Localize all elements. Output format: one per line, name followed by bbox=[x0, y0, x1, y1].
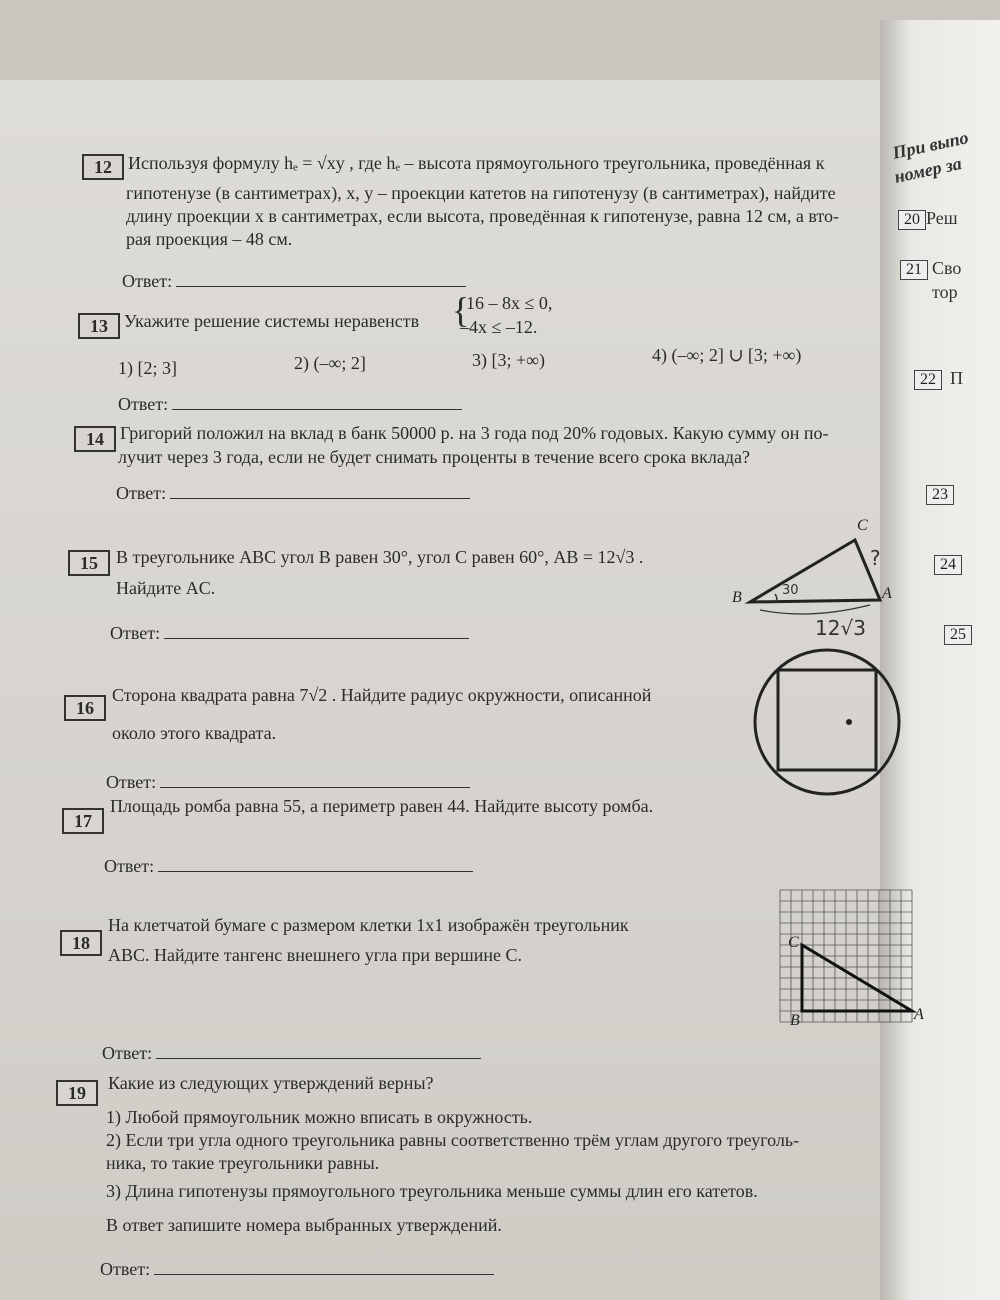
adjacent-text-21: Сво bbox=[932, 258, 962, 278]
answer-label: Ответ: bbox=[106, 772, 157, 792]
adjacent-text-22: П bbox=[950, 368, 963, 388]
task-number-14: 14 bbox=[74, 426, 116, 452]
answer-19[interactable] bbox=[100, 1258, 494, 1280]
answer-label: Ответ: bbox=[100, 1259, 151, 1279]
circle-square-figure bbox=[770, 650, 890, 800]
answer-label: Ответ: bbox=[110, 623, 161, 643]
inscribed-square bbox=[778, 670, 876, 770]
answer-18[interactable] bbox=[102, 1042, 481, 1064]
ab-note: 12√3 bbox=[815, 616, 866, 640]
task-number-15: 15 bbox=[68, 550, 110, 576]
task-12-line-1: Используя формулу hₑ = √xy , где hₑ – высота прямоугольного треугольника, проведённая к bbox=[128, 153, 825, 173]
ab-brace bbox=[760, 605, 870, 614]
triangle-figure bbox=[720, 510, 900, 640]
statement-2b: ника, то такие треугольники равны. bbox=[106, 1153, 380, 1173]
question-note: ? bbox=[870, 546, 881, 570]
inequality-2: –4x ≤ –12. bbox=[460, 317, 538, 337]
task-12-line-4: рая проекция – 48 см. bbox=[126, 229, 293, 249]
answer-16[interactable] bbox=[106, 771, 470, 793]
task-number-18: 18 bbox=[60, 930, 102, 956]
option-3: 3) [3; +∞) bbox=[472, 350, 545, 370]
adjacent-num-23: 23 bbox=[926, 485, 954, 505]
answer-line[interactable] bbox=[154, 1258, 494, 1275]
option-2: 2) (–∞; 2] bbox=[294, 353, 366, 373]
statement-2a: 2) Если три угла одного треугольника равны соответственно трём углам другого треуголь- bbox=[106, 1130, 800, 1150]
answer-line[interactable] bbox=[156, 1042, 481, 1059]
task-15-line-2: Найдите AC. bbox=[116, 578, 216, 598]
vertex-a-label: A bbox=[882, 585, 892, 602]
adjacent-header-2: номер за bbox=[892, 153, 964, 187]
task-15-line-1: В треугольнике ABC угол B равен 30°, угол C равен 60°, AB = 12√3 . bbox=[116, 547, 644, 567]
statement-1: 1) Любой прямоугольник можно вписать в окружность. bbox=[106, 1107, 533, 1127]
task-number-17: 17 bbox=[62, 808, 104, 834]
answer-label: Ответ: bbox=[118, 394, 169, 414]
adjacent-header-1: При выпо bbox=[890, 127, 971, 163]
statement-3: 3) Длина гипотенузы прямоугольного треугольника меньше суммы длин его катетов. bbox=[106, 1181, 758, 1201]
vertex-a-label: A bbox=[914, 1006, 924, 1023]
task-number-16: 16 bbox=[64, 695, 106, 721]
answer-label: Ответ: bbox=[102, 1043, 153, 1063]
answer-line[interactable] bbox=[176, 270, 466, 287]
task-14-line-2: лучит через 3 года, если не будет снимать проценты в течение всего срока вклада? bbox=[118, 447, 750, 467]
answer-17[interactable] bbox=[104, 855, 473, 877]
answer-label: Ответ: bbox=[104, 856, 155, 876]
answer-line[interactable] bbox=[158, 855, 473, 872]
option-4: 4) (–∞; 2] ∪ [3; +∞) bbox=[652, 345, 802, 365]
brace-icon: { bbox=[452, 290, 470, 330]
adjacent-num-22: 22 bbox=[914, 370, 942, 390]
answer-line[interactable] bbox=[164, 622, 469, 639]
adjacent-num-24: 24 bbox=[934, 555, 962, 575]
task-16-line-1: Сторона квадрата равна 7√2 . Найдите радиус окружности, описанной bbox=[112, 685, 652, 705]
answer-line[interactable] bbox=[170, 482, 470, 499]
task-19-line-1: Какие из следующих утверждений верны? bbox=[108, 1073, 434, 1093]
vertex-c-label: C bbox=[788, 934, 799, 951]
task-12-line-2: гипотенузе (в сантиметрах), x, y – проекции катетов на гипотенузу (в сантиметрах), найдите bbox=[126, 183, 836, 203]
task-18-line-2: ABC. Найдите тангенс внешнего угла при вершине C. bbox=[108, 945, 522, 965]
answer-label: Ответ: bbox=[122, 271, 173, 291]
task-number-13: 13 bbox=[78, 313, 120, 339]
adjacent-text-21b: тор bbox=[932, 282, 958, 302]
answer-14[interactable] bbox=[116, 482, 470, 504]
adjacent-page bbox=[880, 20, 1000, 1300]
answer-15[interactable] bbox=[110, 622, 469, 644]
adjacent-num-20: 20 bbox=[898, 210, 926, 230]
task-16-line-2: около этого квадрата. bbox=[112, 723, 277, 743]
adjacent-num-21: 21 bbox=[900, 260, 928, 280]
task-19-footer: В ответ запишите номера выбранных утверждений. bbox=[106, 1215, 502, 1235]
answer-13[interactable] bbox=[118, 393, 462, 415]
center-point bbox=[846, 719, 852, 725]
task-12-line-3: длину проекции x в сантиметрах, если высота, проведённая к гипотенузе, равна 12 см, а вто- bbox=[126, 206, 839, 226]
vertex-c-label: C bbox=[857, 517, 868, 534]
answer-line[interactable] bbox=[172, 393, 462, 410]
answer-line[interactable] bbox=[160, 771, 470, 788]
adjacent-text-20: Реш bbox=[926, 208, 958, 228]
angle-b-note: 30 bbox=[782, 583, 799, 598]
grid-triangle-figure bbox=[780, 890, 924, 1030]
answer-12[interactable] bbox=[122, 270, 466, 292]
task-18-line-1: На клетчатой бумаге с размером клетки 1x1 изображён треугольник bbox=[108, 915, 629, 935]
vertex-b-label: B bbox=[732, 589, 742, 606]
task-17-line-1: Площадь ромба равна 55, а периметр равен 44. Найдите высоту ромба. bbox=[110, 796, 654, 816]
task-number-19: 19 bbox=[56, 1080, 98, 1106]
inequality-1: 16 – 8x ≤ 0, bbox=[466, 293, 553, 313]
option-1: 1) [2; 3] bbox=[118, 358, 177, 378]
task-number-12: 12 bbox=[82, 154, 124, 180]
vertex-b-label: B bbox=[790, 1012, 800, 1029]
answer-label: Ответ: bbox=[116, 483, 167, 503]
triangle-abc bbox=[750, 540, 880, 602]
task-14-line-1: Григорий положил на вклад в банк 50000 р. на 3 года под 20% годовых. Какую сумму он по- bbox=[120, 423, 829, 443]
task-13-text: Укажите решение системы неравенств bbox=[124, 311, 420, 331]
adjacent-num-25: 25 bbox=[944, 625, 972, 645]
